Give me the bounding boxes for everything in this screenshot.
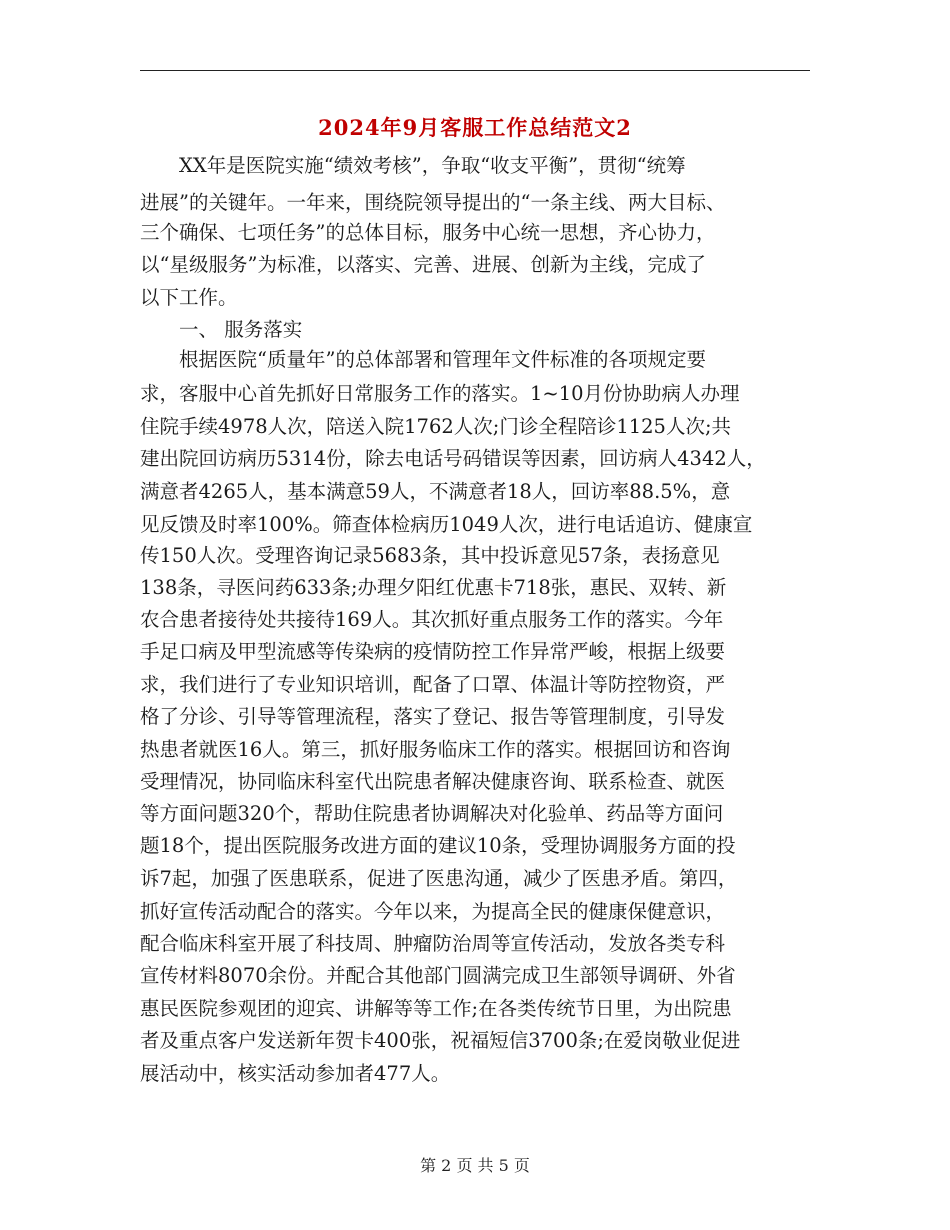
paragraph-line: 格了分诊、引导等管理流程，落实了登记、报告等管理制度，引导发: [140, 705, 726, 728]
paragraph-line: 住院手续4978人次，陪送入院1762人次;门诊全程陪诊1125人次;共: [140, 415, 732, 438]
paragraph-line: 三个确保、七项任务”的总体目标，服务中心统一思想，齐心协力，: [140, 221, 716, 244]
paragraph-line: 宣传材料8070余份。并配合其他部门圆满完成卫生部领导调研、外省: [140, 964, 736, 987]
paragraph-line: 138条，寻医问药633条;办理夕阳红优惠卡718张，惠民、双转、新: [140, 576, 727, 599]
paragraph-line: 受理情况，协同临床科室代出院患者解决健康咨询、联系检查、就医: [140, 770, 726, 793]
paragraph-line: 手足口病及甲型流感等传染病的疫情防控工作异常严峻，根据上级要: [140, 640, 726, 663]
page-number-footer: 第 2 页 共 5 页: [420, 1156, 530, 1175]
paragraph-line: 进展”的关键年。一年来，围绕院领导提出的“一条主线、两大目标、: [140, 191, 726, 214]
paragraph-line: 传150人次。受理咨询记录5683条，其中投诉意见57条，表扬意见: [140, 544, 720, 567]
paragraph-line: 题18个，提出医院服务改进方面的建议10条，受理协调服务方面的投: [140, 834, 736, 857]
paragraph-line: 满意者4265人，基本满意59人，不满意者18人，回访率88.5%，意: [140, 480, 731, 503]
paragraph-line: 求，我们进行了专业知识培训，配备了口罩、体温计等防控物资，严: [140, 673, 726, 696]
paragraph-line: 求，客服中心首先抓好日常服务工作的落实。1~10月份协助病人办理: [140, 382, 740, 405]
header-rule: [140, 70, 810, 71]
paragraph-line: 配合临床科室开展了科技周、肿瘤防治周等宣传活动，发放各类专科: [140, 932, 726, 955]
paragraph-line: 热患者就医16人。第三，抓好服务临床工作的落实。根据回访和咨询: [140, 738, 731, 761]
paragraph-line: 以下工作。: [140, 286, 238, 309]
paragraph-line: 农合患者接待处共接待169人。其次抓好重点服务工作的落实。今年: [140, 608, 724, 631]
paragraph-line: 者及重点客户发送新年贺卡400张，祝福短信3700条;在爱岗敬业促进: [140, 1029, 741, 1052]
paragraph-line: 以“星级服务”为标准，以落实、完善、进展、创新为主线，完成了: [140, 253, 706, 276]
document-title: 2024年9月客服工作总结范文2: [318, 115, 632, 140]
paragraph-line: 根据医院“质量年”的总体部署和管理年文件标准的各项规定要: [140, 348, 706, 371]
paragraph-line: XX年是医院实施“绩效考核”，争取“收支平衡”，贯彻“统筹: [140, 154, 686, 177]
paragraph-line: 诉7起，加强了医患联系，促进了医患沟通，减少了医患矛盾。第四，: [140, 867, 738, 890]
paragraph-line: 展活动中，核实活动参加者477人。: [140, 1062, 451, 1085]
paragraph-line: 等方面问题320个，帮助住院患者协调解决对化验单、药品等方面问: [140, 802, 724, 825]
paragraph-line: 抓好宣传活动配合的落实。今年以来，为提高全民的健康保健意识，: [140, 900, 726, 923]
paragraph-line: 见反馈及时率100%。筛查体检病历1049人次，进行电话追访、健康宣: [140, 513, 753, 536]
section-heading: 一、 服务落实: [140, 318, 303, 341]
paragraph-line: 惠民医院参观团的迎宾、讲解等等工作;在各类传统节日里，为出院患: [140, 997, 732, 1020]
paragraph-line: 建出院回访病历5314份，除去电话号码错误等因素，回访病人4342人，: [140, 447, 766, 470]
